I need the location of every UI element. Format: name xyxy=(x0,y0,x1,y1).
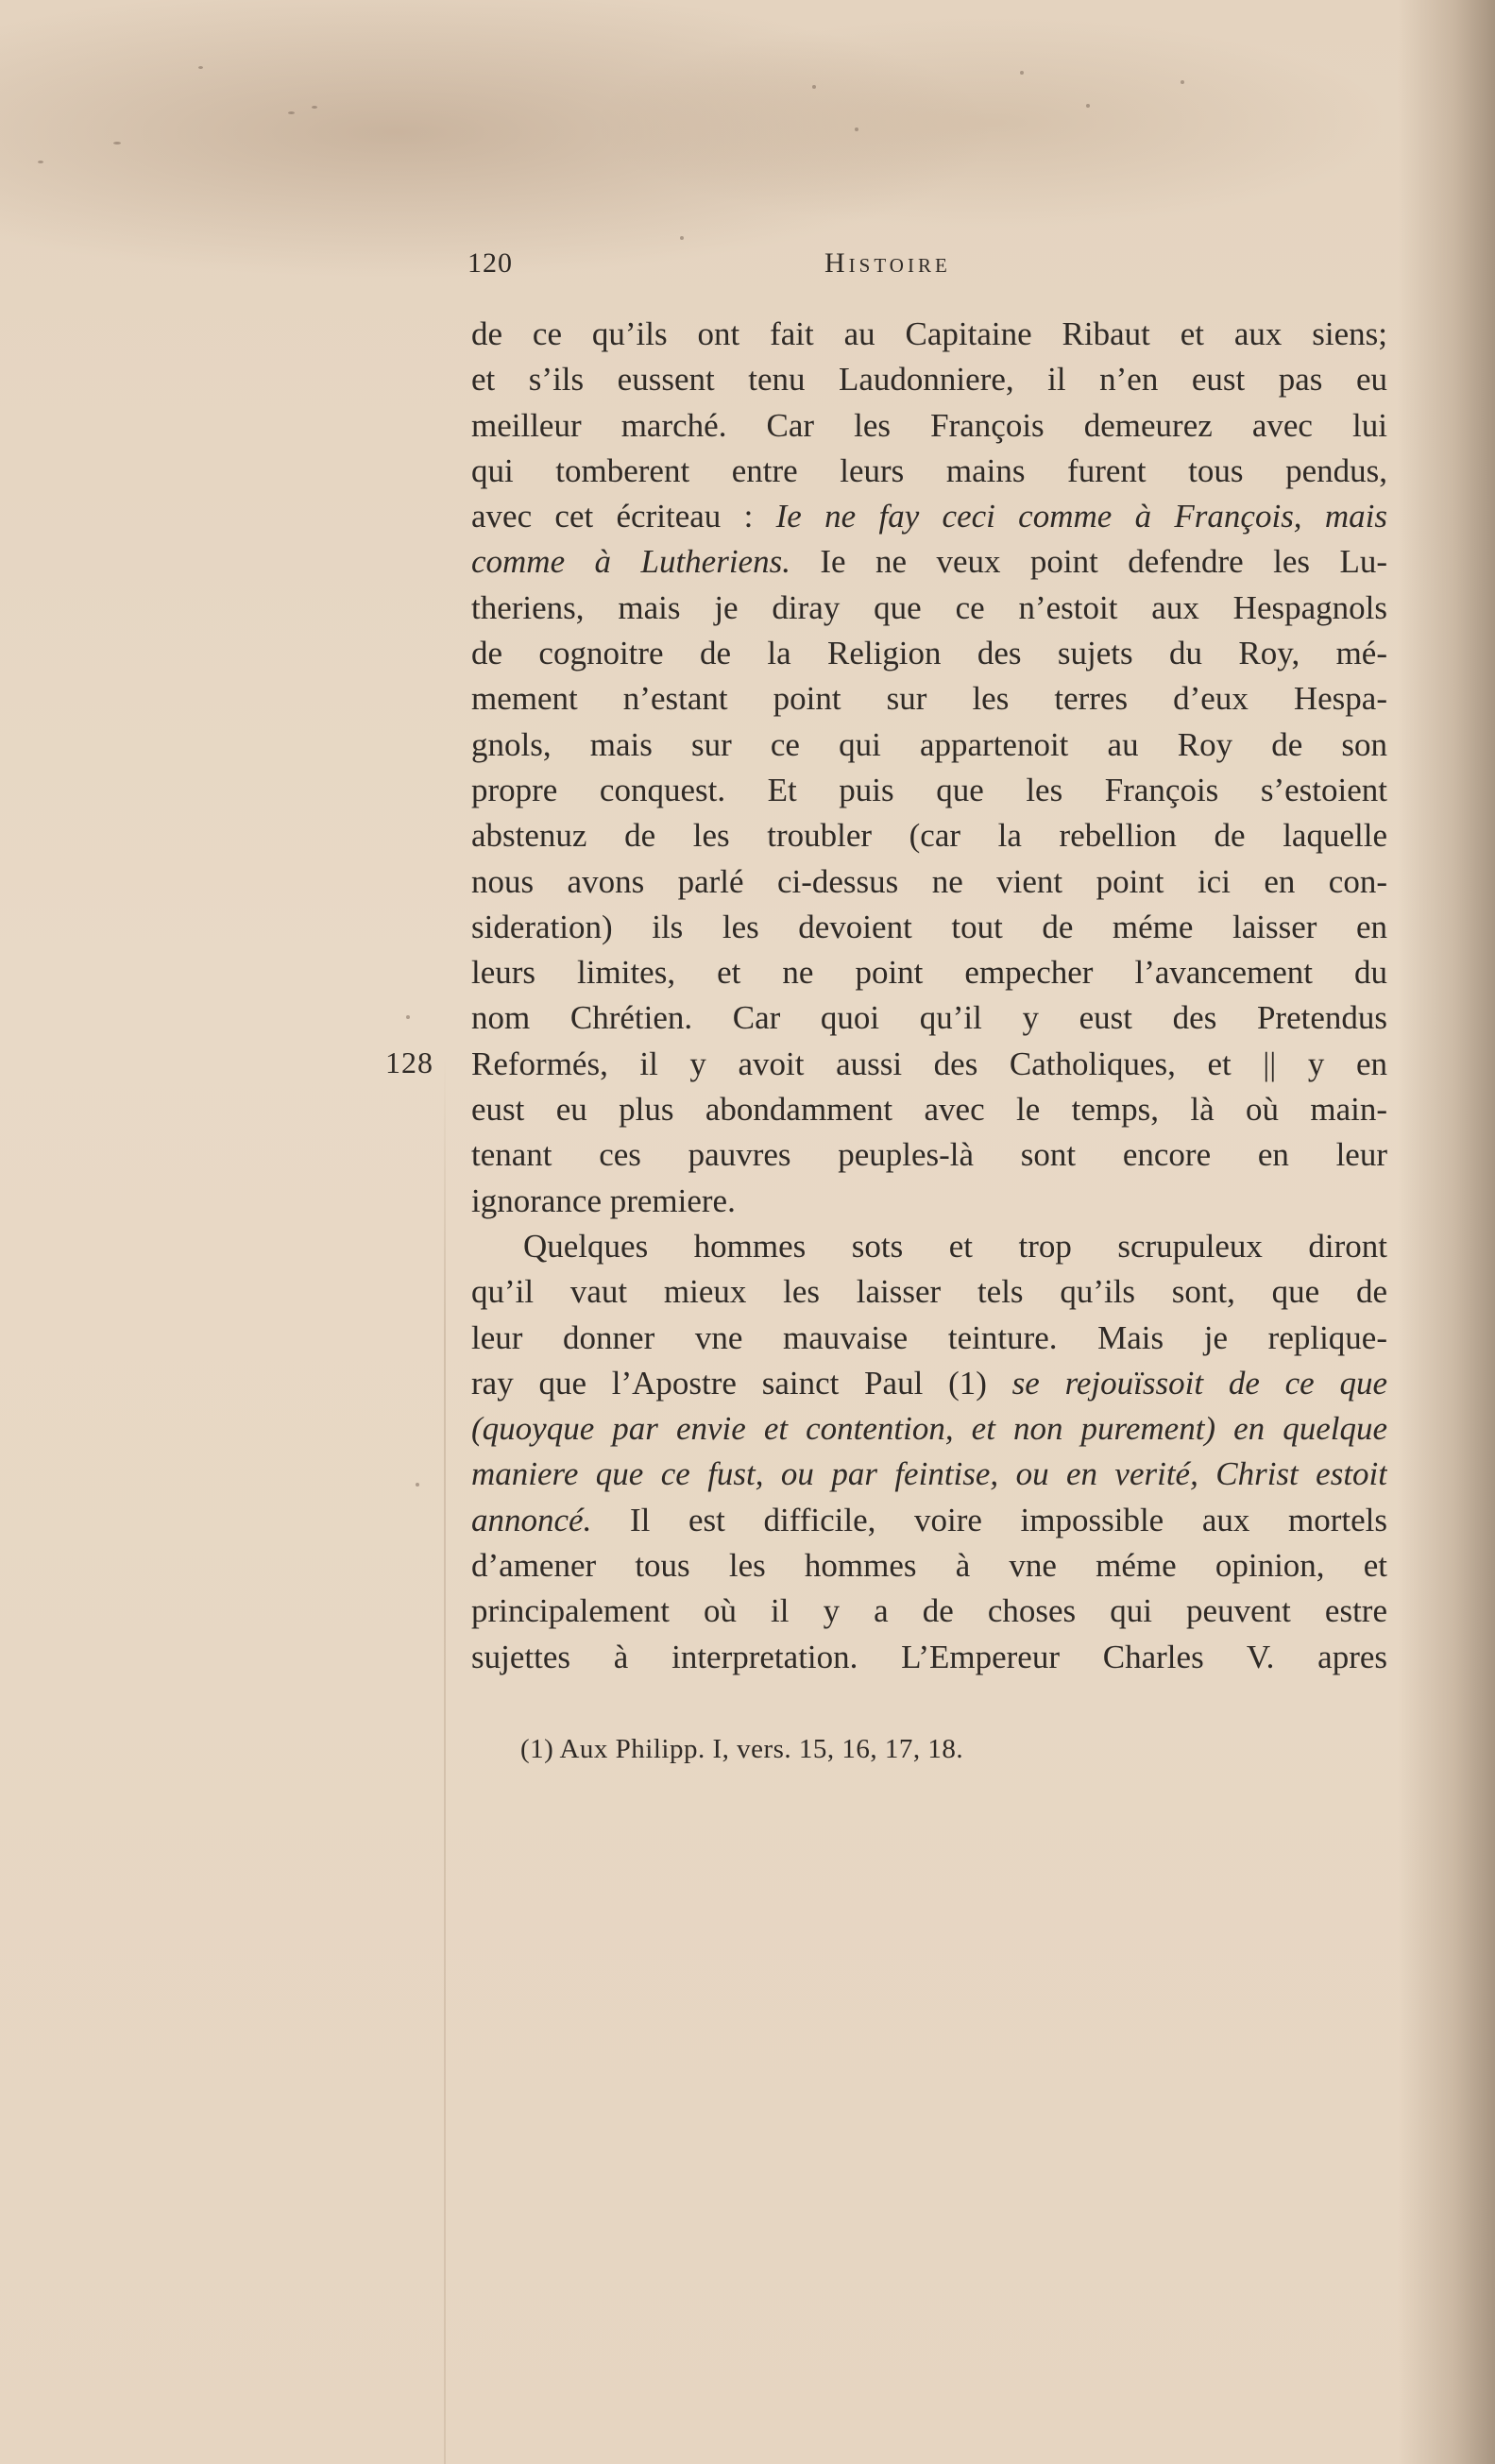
margin-page-reference: 128 xyxy=(385,1045,433,1079)
paper-speck xyxy=(1020,71,1024,75)
italic-quote: annoncé. xyxy=(471,1501,592,1538)
text-line: sideration) ils les devoient tout de méme laisser en xyxy=(471,908,1387,945)
text-line: ignorance premiere. xyxy=(471,1181,736,1219)
text-line: ray que l’Apostre sainct Paul (1) se rejouïssoit de ce que xyxy=(471,1364,1387,1402)
text-line: propre conquest. Et puis que les François s’estoient xyxy=(471,771,1387,808)
paper-speck xyxy=(38,161,43,163)
text-line: avec cet écriteau : Ie ne fay ceci comme à François, mais xyxy=(471,498,1387,535)
text-line: nous avons parlé ci-dessus ne vient point ici en con- xyxy=(471,862,1387,900)
page-number: 120 xyxy=(467,247,513,279)
footnote: (1) Aux Philipp. I, vers. 15, 16, 17, 18. xyxy=(520,1734,964,1764)
text-line: Quelques hommes sots et trop scrupuleux diront xyxy=(523,1227,1387,1265)
paper-speck xyxy=(406,1015,410,1019)
text-line: d’amener tous les hommes à vne méme opinion, et xyxy=(471,1547,1387,1585)
text-line: leurs limites, et ne point empecher l’avancement du xyxy=(471,954,1387,992)
text-line: Reformés, il y avoit aussi des Catholiques, et || y en xyxy=(471,1045,1387,1082)
text-line: abstenuz de les troubler (car la rebellion de laquelle xyxy=(471,817,1387,855)
italic-quote: se rejouïssoit de ce que xyxy=(1011,1364,1387,1402)
italic-quote: comme à Lutheriens. xyxy=(471,543,790,581)
text-line: sujettes à interpretation. L’Empereur Charles V. apres xyxy=(471,1638,1387,1675)
text-line: mement n’estant point sur les terres d’eux Hespa- xyxy=(471,680,1387,718)
text-line: de ce qu’ils ont fait au Capitaine Ribaut et aux siens; xyxy=(471,315,1387,352)
text-line: meilleur marché. Car les François demeurez avec lui xyxy=(471,406,1387,444)
paper-speck xyxy=(855,127,858,131)
text-line: qui tomberent entre leurs mains furent tous pendus, xyxy=(471,451,1387,489)
running-title: Histoire xyxy=(824,247,951,279)
text-line xyxy=(471,1406,1387,1452)
paper-speck xyxy=(198,66,203,69)
text-line: leur donner vne mauvaise teinture. Mais je replique- xyxy=(471,1318,1387,1356)
text-line: annoncé. Il est difficile, voire impossible aux mortels xyxy=(471,1501,1387,1538)
text-line: et s’ils eussent tenu Laudonniere, il n’en eust pas eu xyxy=(471,361,1387,399)
italic-quote: maniere que ce fust, ou par feintise, ou en verité, Christ estoit xyxy=(471,1455,1387,1493)
paper-crease xyxy=(444,1058,446,2464)
paper-speck xyxy=(1086,104,1090,108)
paper-speck xyxy=(680,236,684,240)
text-line xyxy=(471,1452,1387,1497)
paper-speck xyxy=(288,111,295,114)
text-line: gnols, mais sur ce qui appartenoit au Roy de son xyxy=(471,725,1387,763)
italic-quote: (quoyque par envie et contention, et non purement) en quelque xyxy=(471,1410,1387,1448)
running-header xyxy=(467,247,1379,285)
paper-speck xyxy=(1181,80,1184,84)
text-line: de cognoitre de la Religion des sujets du Roy, mé- xyxy=(471,635,1387,672)
body-text xyxy=(471,312,1387,1680)
paper-speck xyxy=(416,1483,419,1487)
paper-speck xyxy=(113,142,121,144)
text-line: nom Chrétien. Car quoi qu’il y eust des Pretendus xyxy=(471,999,1387,1037)
text-line: tenant ces pauvres peuples-là sont encore en leur xyxy=(471,1136,1387,1174)
text-line: qu’il vaut mieux les laisser tels qu’ils sont, que de xyxy=(471,1273,1387,1311)
text-line: principalement où il y a de choses qui peuvent estre xyxy=(471,1592,1387,1630)
text-line: comme à Lutheriens. Ie ne veux point defendre les Lu- xyxy=(471,543,1387,581)
paper-speck xyxy=(312,106,317,109)
text-line: theriens, mais je diray que ce n’estoit aux Hespagnols xyxy=(471,588,1387,626)
paper-speck xyxy=(812,85,816,89)
text-line: eust eu plus abondamment avec le temps, là où main- xyxy=(471,1091,1387,1129)
italic-quote: Ie ne fay ceci comme à François, mais xyxy=(775,498,1387,535)
